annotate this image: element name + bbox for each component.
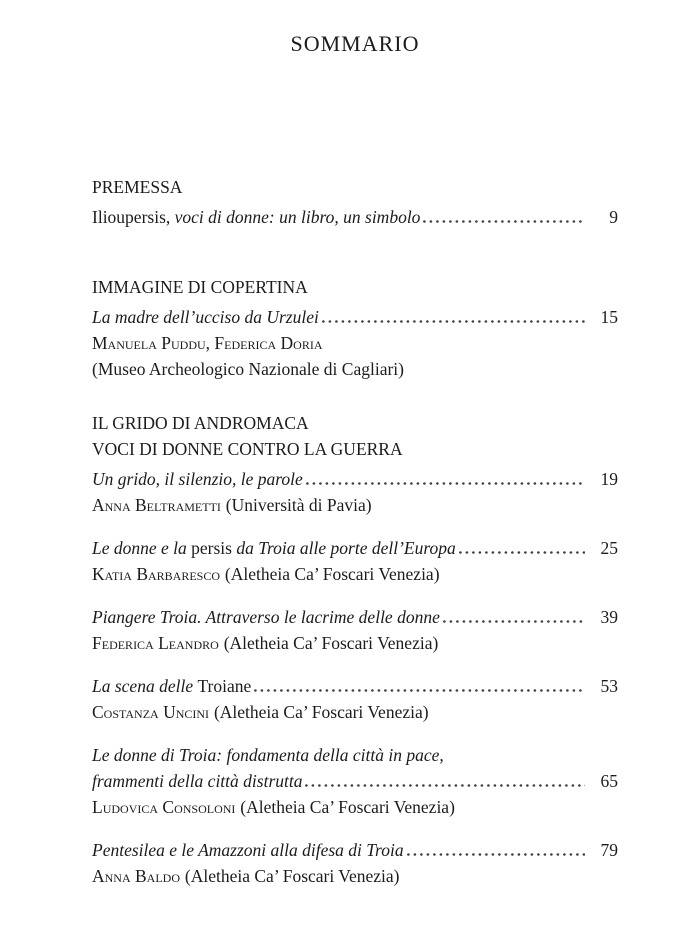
toc-section-copertina — [92, 274, 618, 382]
title-segment: Ilioupersis, — [92, 207, 171, 227]
title-segment: Un grido, il silenzio, le parole — [92, 469, 303, 489]
title-segment: Piangere Troia. Attraverso le lacrime delle donne — [92, 607, 440, 627]
author-names: Manuela Puddu, Federica Doria — [92, 333, 323, 353]
entry-title — [92, 304, 319, 330]
author-names: Costanza Uncini — [92, 702, 210, 722]
author-line — [92, 863, 618, 889]
title-segment: Pentesilea e le Amazzoni alla difesa di Troia — [92, 840, 404, 860]
section-heading: PREMESSA — [92, 177, 183, 197]
page-number: 15 — [600, 307, 618, 327]
toc-section-grido-di-andromaca — [92, 410, 618, 889]
page-number: 19 — [600, 469, 618, 489]
entry-title — [92, 604, 440, 630]
author-line — [92, 699, 618, 725]
entry-title — [92, 535, 456, 561]
page-number: 9 — [609, 207, 618, 227]
entry-title-line — [92, 466, 618, 492]
entry-title — [92, 204, 420, 230]
entry-title — [92, 837, 404, 863]
dot-leader — [423, 219, 585, 223]
author-names: Katia Barbaresco — [92, 564, 221, 584]
title-segment: Le donne e la — [92, 538, 192, 558]
toc-entry — [92, 535, 618, 587]
table-of-contents — [92, 174, 618, 889]
page-title: SOMMARIO — [290, 31, 420, 56]
entry-title-line — [92, 673, 618, 699]
author-names: Anna Beltrametti — [92, 495, 221, 515]
page-number: 53 — [600, 676, 618, 696]
entry-title-line — [92, 304, 618, 330]
affiliation: (Università di Pavia) — [225, 495, 372, 515]
author-names: Federica Leandro — [92, 633, 219, 653]
toc-entry — [92, 204, 618, 230]
author-line — [92, 330, 618, 356]
title-segment: da Troia alle porte dell’Europa — [231, 538, 456, 558]
section-heading-block — [92, 410, 618, 462]
affiliation: (Aletheia Ca’ Foscari Venezia) — [224, 564, 440, 584]
page-number: 25 — [600, 538, 618, 558]
toc-section-premessa — [92, 174, 618, 230]
affiliation: (Aletheia Ca’ Foscari Venezia) — [223, 633, 439, 653]
toc-entry — [92, 304, 618, 382]
title-segment: frammenti della città distrutta — [92, 771, 303, 791]
toc-entry — [92, 466, 618, 518]
page-number: 79 — [600, 840, 618, 860]
affiliation: (Aletheia Ca’ Foscari Venezia) — [240, 797, 455, 817]
entry-title-line — [92, 204, 618, 230]
affiliation: (Aletheia Ca’ Foscari Venezia) — [184, 866, 400, 886]
dot-leader — [305, 783, 585, 787]
dot-leader — [459, 550, 585, 554]
title-segment: Troiane — [197, 676, 252, 696]
title-segment: persis — [191, 538, 232, 558]
title-segment: voci di donne: un libro, un simbolo — [170, 207, 421, 227]
page-number: 39 — [600, 607, 618, 627]
toc-entry — [92, 604, 618, 656]
page-number: 65 — [600, 771, 618, 791]
toc-entry — [92, 673, 618, 725]
dot-leader — [254, 688, 585, 692]
dot-leader — [306, 481, 585, 485]
author-line — [92, 492, 618, 518]
section-heading-block — [92, 174, 618, 200]
section-heading: VOCI DI DONNE CONTRO LA GUERRA — [92, 439, 403, 459]
author-names: Anna Baldo — [92, 866, 181, 886]
entry-title — [92, 768, 302, 794]
dot-leader — [407, 852, 585, 856]
section-heading: IL GRIDO DI ANDROMACA — [92, 413, 309, 433]
author-names: Ludovica Consoloni — [92, 797, 236, 817]
entry-title-line — [92, 768, 618, 794]
entry-title-line — [92, 604, 618, 630]
affiliation: (Aletheia Ca’ Foscari Venezia) — [213, 702, 429, 722]
author-line — [92, 630, 618, 656]
affiliation: (Museo Archeologico Nazionale di Cagliari) — [92, 359, 404, 379]
entry-title-pre-line: Le donne di Troia: fondamenta della città in pace, — [92, 745, 444, 765]
author-line — [92, 561, 618, 587]
entry-title — [92, 466, 303, 492]
section-heading: IMMAGINE DI COPERTINA — [92, 277, 308, 297]
entry-title — [92, 673, 251, 699]
section-heading-block — [92, 274, 618, 300]
author-line — [92, 794, 618, 820]
toc-entry — [92, 837, 618, 889]
dot-leader — [443, 619, 585, 623]
toc-entry — [92, 742, 618, 820]
entry-title-line — [92, 535, 618, 561]
title-segment: La madre dell’ucciso da Urzulei — [92, 307, 319, 327]
entry-title-line — [92, 837, 618, 863]
dot-leader — [322, 319, 585, 323]
title-segment: La scena delle — [92, 676, 198, 696]
